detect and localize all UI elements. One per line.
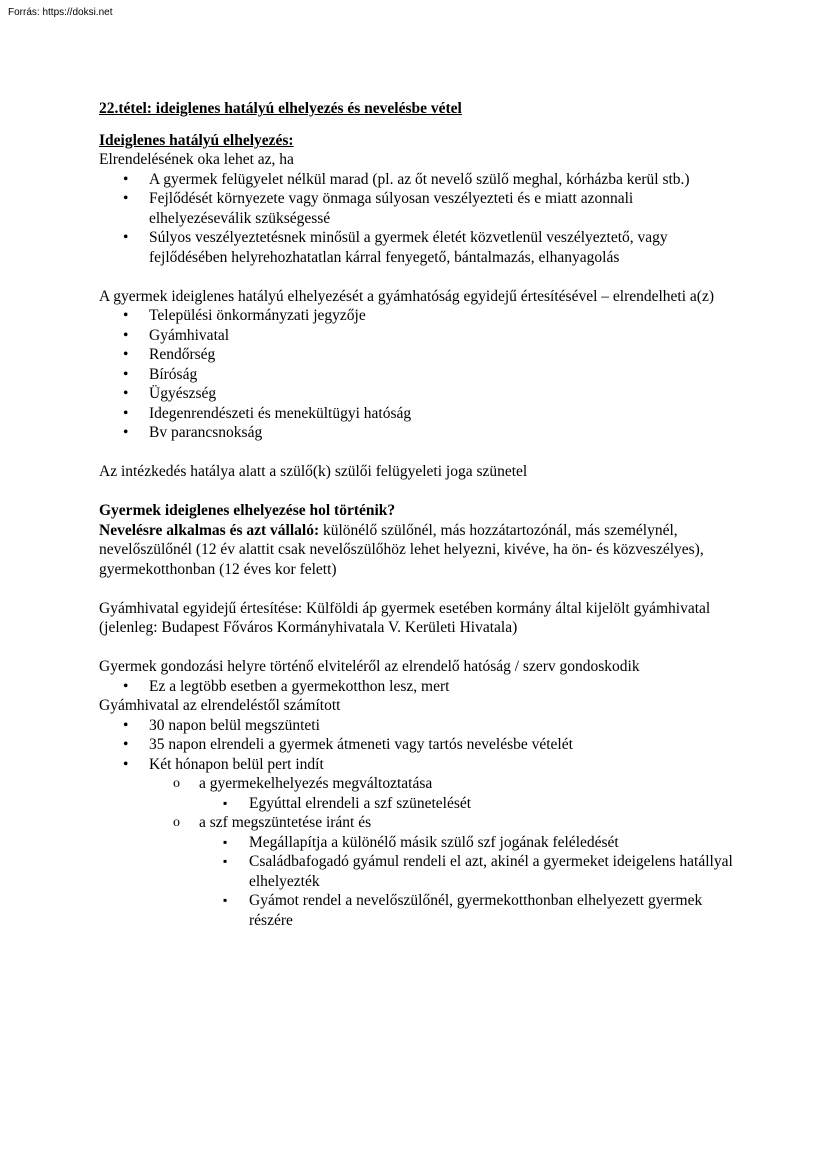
list-item: • Idegenrendészeti és menekültügyi hatóság <box>99 404 739 424</box>
bullet-list <box>99 170 739 268</box>
paragraph: Gyámhivatal az elrendeléstől számított <box>99 697 341 714</box>
paragraph: Gyámhivatal egyidejű értesítése: Külföldi áp gyermek esetében kormány által kijelölt gyámhivatal (jelenleg: Budapest Főváros Kormányhivatala V. Kerületi Hivatala) <box>99 599 711 636</box>
sub-list-item: o a gyermekelhelyezés megváltoztatása <box>99 774 739 794</box>
paragraph: Gyermek gondozási helyre történő elviteléről az elrendelő hatóság / szerv gondoskodik <box>99 658 640 675</box>
sub-sub-list-item: ▪ Gyámot rendel a nevelőszülőnél, gyermekotthonban elhelyezett gyermek részére <box>99 891 739 930</box>
sub-list-item: o a szf megszüntetése iránt és <box>99 813 739 833</box>
section-heading-temporary-placement: Ideiglenes hatályú elhelyezés: <box>99 131 294 149</box>
paragraph <box>99 521 739 580</box>
list-item: • 35 napon elrendeli a gyermek átmeneti vagy tartós nevelésbe vételét <box>99 735 739 755</box>
list-item: • Ügyészség <box>99 384 739 404</box>
sub-sub-list <box>99 833 739 931</box>
list-item: • 30 napon belül megszünteti <box>99 716 739 736</box>
section-heading-where: Gyermek ideiglenes elhelyezése hol történik? <box>99 502 396 519</box>
paragraph: A gyermek ideiglenes hatályú elhelyezését a gyámhatóság egyidejű értesítésével – elrendelheti a(z) <box>99 287 715 305</box>
list-item: • Bíróság <box>99 365 739 385</box>
paragraph: Az intézkedés hatálya alatt a szülő(k) szülői felügyeleti joga szünetel <box>99 463 528 480</box>
list-item: • Ez a legtöbb esetben a gyermekotthon lesz, mert <box>99 677 739 697</box>
list-item: • Rendőrség <box>99 345 739 365</box>
list-item: • A gyermek felügyelet nélkül marad (pl. az őt nevelő szülő meghal, kórházba kerül stb.) <box>99 170 739 190</box>
sub-sub-list-item: ▪ Családbafogadó gyámul rendeli el azt, akinél a gyermeket ideigelens hatállyal elhelyezték <box>99 852 739 891</box>
list-item: • Gyámhivatal <box>99 326 739 346</box>
lead-text: különélő szülőnél, más hozzátartozónál, más személynél, nevelőszülőnél (12 év alattit csak nevelőszülőhöz lehet helyezni, kivéve, ha ön- és közveszélyes), gyermekotthonban (12 éves kor felett) <box>99 521 704 578</box>
sub-sub-list <box>99 794 739 814</box>
sub-list <box>99 813 739 833</box>
document-page <box>99 99 739 930</box>
list-item: • Két hónapon belül pert indít <box>99 755 739 775</box>
document-title: 22.tétel: ideiglenes hatályú elhelyezés és nevelésbe vétel <box>99 100 462 117</box>
paragraph: Elrendelésének oka lehet az, ha <box>99 151 294 168</box>
sub-sub-list-item: ▪ Megállapítja a különélő másik szülő szf jogának feléledését <box>99 833 739 853</box>
list-item: • Súlyos veszélyeztetésnek minősül a gyermek életét közvetlenül veszélyeztető, vagy fejlődésében helyrehozhatatlan kárral fenyegető, bántalmazás, elhanyagolás <box>99 228 739 267</box>
sub-list <box>99 774 739 794</box>
list-item: • Fejlődését környezete vagy önmaga súlyosan veszélyezteti és e miatt azonnali elhelyezéseválik szükségessé <box>99 189 739 228</box>
lead-label: Nevelésre alkalmas és azt vállaló: <box>99 521 320 539</box>
list-item: • Bv parancsnokság <box>99 423 739 443</box>
bullet-list <box>99 677 739 697</box>
sub-sub-list-item: ▪ Egyúttal elrendeli a szf szünetelését <box>99 794 739 814</box>
list-item: • Települési önkormányzati jegyzője <box>99 306 739 326</box>
source-link: Forrás: https://doksi.net <box>8 7 113 18</box>
bullet-list <box>99 716 739 775</box>
bullet-list <box>99 306 739 443</box>
